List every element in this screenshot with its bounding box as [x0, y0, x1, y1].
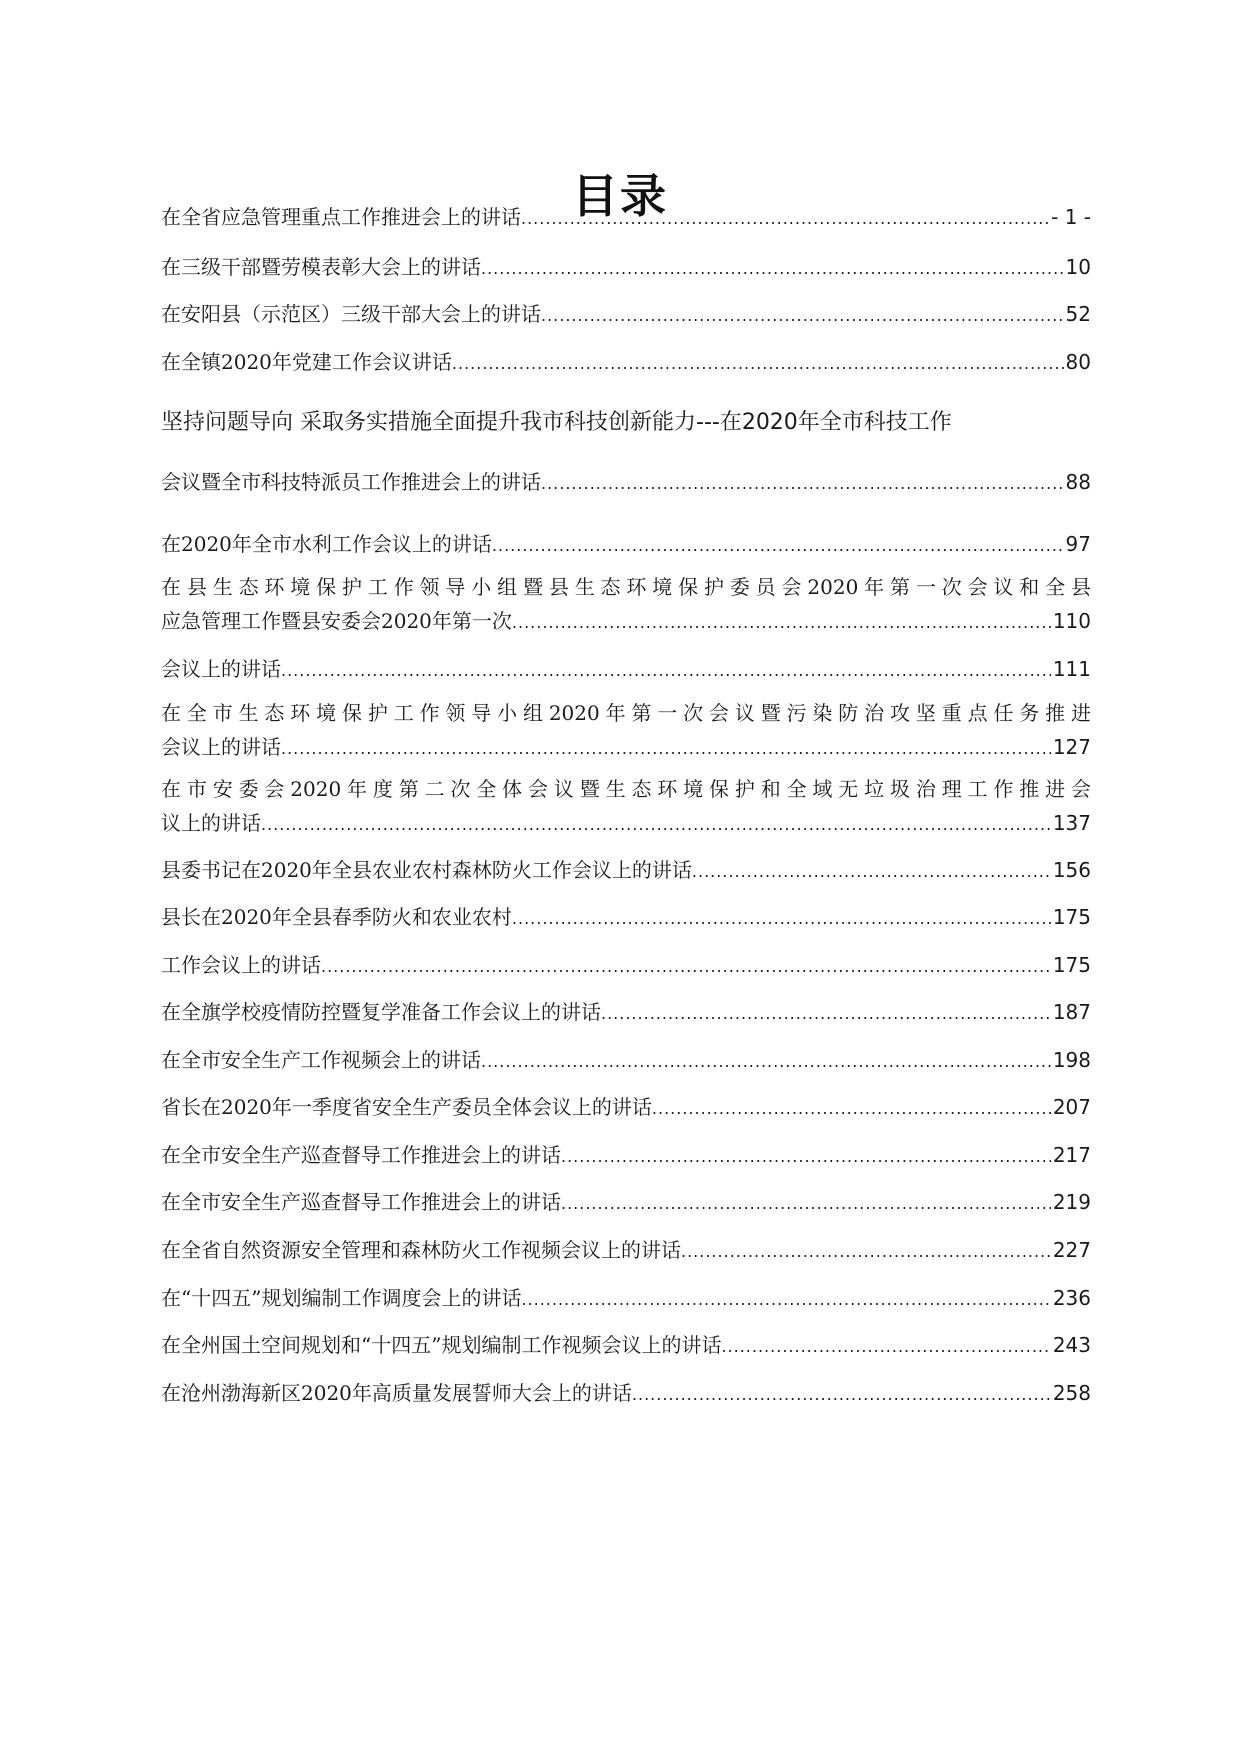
toc-leader-dots [692, 855, 1051, 889]
toc-leader-dots [561, 1187, 1051, 1221]
toc-entry-title: 县委书记在2020年全县农业农村森林防火工作会议上的讲话 [161, 858, 692, 882]
toc-entry-page: 217 [1052, 1143, 1091, 1167]
toc-entry-title-part: 坚持问题导向 采取务实措施全面提升我市科技创新能力 [161, 410, 696, 435]
toc-entry-title-line1: 在全市生态环境保护工作领导小组2020年第一次会议暨污染防治攻坚重点任务推进 [161, 701, 1091, 725]
toc-leader-dots [561, 1140, 1051, 1174]
toc-leader-dots [541, 299, 1064, 333]
toc-entry-title: 在安阳县（示范区）三级干部大会上的讲话 [161, 302, 541, 326]
toc-leader-dots [452, 347, 1064, 381]
toc-entry-title: 会议暨全市科技特派员工作推进会上的讲话 [161, 470, 541, 494]
toc-entry-page: 52 [1065, 302, 1091, 326]
toc-entry-page: 198 [1052, 1048, 1091, 1072]
toc-entry-title-line1: 在市安委会2020年度第二次全体会议暨生态环境保护和全域无垃圾治理工作推进会 [161, 777, 1091, 801]
toc-entry[interactable] [161, 405, 1091, 441]
toc-leader-dots [481, 252, 1064, 286]
toc-leader-dots [492, 529, 1064, 563]
toc-entry[interactable] [161, 1090, 1091, 1126]
toc-entry-page: 227 [1052, 1238, 1091, 1262]
toc-leader-dots [601, 997, 1051, 1031]
toc-entry-page: 127 [1052, 735, 1091, 759]
toc-entry[interactable] [161, 200, 1091, 236]
toc-entry[interactable] [161, 527, 1091, 563]
toc-entry-title: 在“十四五”规划编制工作调度会上的讲话 [161, 1286, 522, 1310]
toc-entry-title: 工作会议上的讲话 [161, 953, 321, 977]
toc-leader-dots [481, 1045, 1051, 1079]
toc-entry-page: 97 [1065, 532, 1091, 556]
toc-entry[interactable] [161, 772, 1091, 842]
toc-entry[interactable] [161, 250, 1091, 286]
toc-entry-page: 175 [1052, 905, 1091, 929]
toc-leader-dots [541, 467, 1064, 501]
toc-entry[interactable] [161, 995, 1091, 1031]
toc-entry-page: 111 [1052, 657, 1091, 681]
toc-entry-page: 243 [1052, 1333, 1091, 1357]
toc-entry-title: 会议上的讲话 [161, 657, 281, 681]
toc-entry-page: 10 [1065, 255, 1091, 279]
toc-entry-title: 在全省自然资源安全管理和森林防火工作视频会议上的讲话 [161, 1238, 681, 1262]
toc-entry[interactable] [161, 948, 1091, 984]
toc-entry-title: 会议上的讲话 [161, 735, 281, 759]
toc-entry[interactable] [161, 1233, 1091, 1269]
toc-leader-dots [281, 654, 1051, 688]
toc-leader-dots [261, 808, 1051, 842]
toc-entry[interactable] [161, 696, 1091, 766]
toc-entry[interactable] [161, 465, 1091, 501]
toc-entry-page: 175 [1052, 953, 1091, 977]
page-title: 目录 [572, 169, 668, 223]
toc-entry-title: 在沧州渤海新区2020年高质量发展誓师大会上的讲话 [161, 1381, 632, 1405]
toc-entry-page: 110 [1052, 609, 1091, 633]
toc-leader-dots [681, 1235, 1051, 1269]
toc-leader-dots [512, 606, 1051, 640]
toc-leader-dots [321, 950, 1051, 984]
toc-entry[interactable] [161, 1281, 1091, 1317]
toc-entry-page: 258 [1052, 1381, 1091, 1405]
toc-entry[interactable] [161, 1138, 1091, 1174]
toc-leader-dots [632, 1378, 1051, 1412]
toc-entry[interactable] [161, 1328, 1091, 1364]
toc-entry[interactable] [161, 1043, 1091, 1079]
toc-entry[interactable] [161, 652, 1091, 688]
toc-entry-page: 219 [1052, 1190, 1091, 1214]
toc-leader-dots [721, 1330, 1050, 1364]
toc-entry-title: 在全州国土空间规划和“十四五”规划编制工作视频会议上的讲话 [161, 1333, 722, 1357]
toc-entry-page: - 1 - [1051, 205, 1091, 229]
toc-entry-page: 80 [1065, 350, 1091, 374]
toc-entry[interactable] [161, 297, 1091, 333]
toc-entry-title: 在全市安全生产巡查督导工作推进会上的讲话 [161, 1143, 561, 1167]
toc-entry-title-line1 [161, 405, 1091, 441]
toc-entry-title: 县长在2020年全县春季防火和农业农村 [161, 905, 512, 929]
toc-entry[interactable] [161, 345, 1091, 381]
toc-entry-page: 137 [1052, 811, 1091, 835]
toc-leader-dots [652, 1092, 1051, 1126]
toc-entry-title: 在全镇2020年党建工作会议讲话 [161, 350, 452, 374]
toc-entry-title: 在全市安全生产巡查督导工作推进会上的讲话 [161, 1190, 561, 1214]
toc-entry-title: 省长在2020年一季度省安全生产委员全体会议上的讲话 [161, 1095, 652, 1119]
toc-leader-dots [521, 1283, 1050, 1317]
toc-leader-dots [512, 902, 1051, 936]
toc-entry-title: 在2020年全市水利工作会议上的讲话 [161, 532, 492, 556]
toc-entry-page: 236 [1052, 1286, 1091, 1310]
toc-entry[interactable] [161, 1185, 1091, 1221]
toc-entry[interactable] [161, 570, 1091, 640]
toc-entry-page: 156 [1052, 858, 1091, 882]
toc-entry-title-line1: 在县生态环境保护工作领导小组暨县生态环境保护委员会2020年第一次会议和全县 [161, 575, 1091, 599]
toc-leader-dots [281, 732, 1051, 766]
toc-entry-title: 在全省应急管理重点工作推进会上的讲话 [161, 205, 521, 229]
toc-entry-title: 在全旗学校疫情防控暨复学准备工作会议上的讲话 [161, 1000, 601, 1024]
toc-entry-page: 187 [1052, 1000, 1091, 1024]
toc-entry-title: 议上的讲话 [161, 811, 261, 835]
toc-entry-page: 207 [1052, 1095, 1091, 1119]
toc-entry-title: 在全市安全生产工作视频会上的讲话 [161, 1048, 481, 1072]
toc-entry-title-part: ---在2020年全市科技工作 [696, 410, 952, 435]
toc-entry-title: 在三级干部暨劳模表彰大会上的讲话 [161, 255, 481, 279]
toc-entry[interactable] [161, 1376, 1091, 1412]
toc-entry-title: 应急管理工作暨县安委会2020年第一次 [161, 609, 512, 633]
toc-entry-page: 88 [1065, 470, 1091, 494]
toc-leader-dots [521, 202, 1049, 236]
toc-entry[interactable] [161, 900, 1091, 936]
toc-entry[interactable] [161, 853, 1091, 889]
